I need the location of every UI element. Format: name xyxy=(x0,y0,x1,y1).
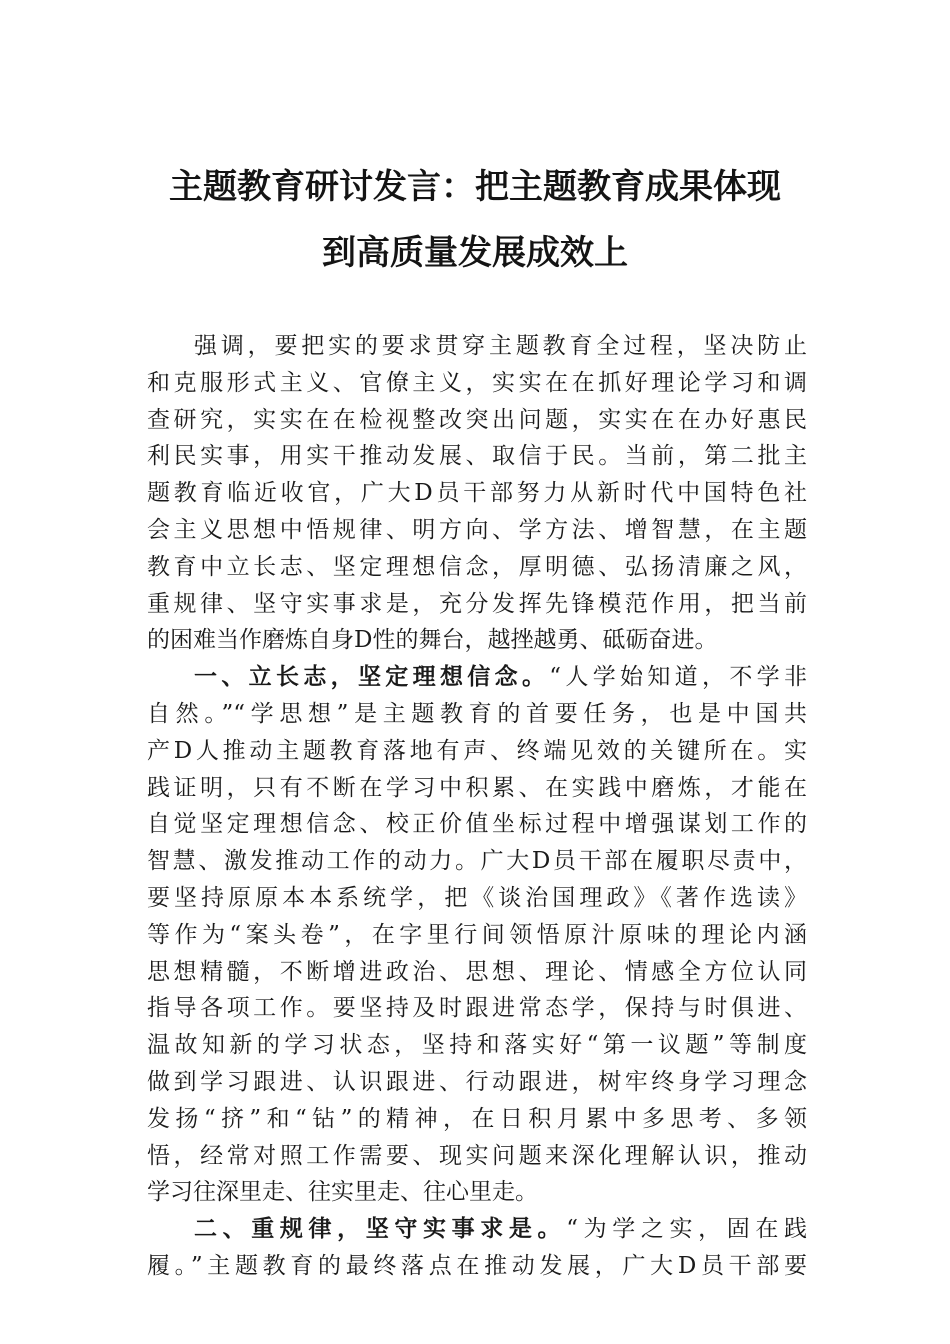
paragraph-1-line: 的困难当作磨炼自身D性的舞台，越挫越勇、砥砺奋进。 xyxy=(147,627,718,654)
paragraph-2-line: 指导各项工作。要坚持及时跟进常态学，保持与时俱进、 xyxy=(147,995,807,1022)
paragraph-2-line: 智慧、激发推动工作的动力。广大D员干部在履职尽责中， xyxy=(147,848,807,875)
paragraph-2-line: 自然。”“学思想”是主题教育的首要任务，也是中国共 xyxy=(147,700,807,727)
section-2-heading: 二、重规律，坚守实事求是。 xyxy=(194,1216,567,1243)
paragraph-2-line: 等作为“案头卷”，在字里行间领悟原汁原味的理论内涵 xyxy=(147,921,807,948)
paragraph-3-first-line xyxy=(147,1211,807,1248)
paragraph-1-line: 重规律、坚守实事求是，充分发挥先锋模范作用，把当前 xyxy=(147,590,807,617)
paragraph-2-line: 发扬“挤”和“钻”的精神，在日积月累中多思考、多领 xyxy=(147,1105,807,1132)
paragraph-1-line: 和克服形式主义、官僚主义，实实在在抓好理论学习和调 xyxy=(147,369,807,396)
paragraph-1-line: 利民实事，用实干推动发展、取信于民。当前，第二批主 xyxy=(147,443,807,470)
paragraph-2-first-line xyxy=(147,659,807,696)
paragraph-3-line: 履。”主题教育的最终落点在推动发展，广大D员干部要 xyxy=(147,1252,807,1279)
paragraph-2-line: 学习往深里走、往实里走、往心里走。 xyxy=(147,1179,538,1206)
paragraph-2-line: 思想精髓，不断增进政治、思想、理论、情感全方位认同 xyxy=(147,958,807,985)
paragraph-2-line: 温故知新的学习状态，坚持和落实好“第一议题”等制度 xyxy=(147,1032,807,1059)
section-1-heading: 一、立长志，坚定理想信念。 xyxy=(194,664,550,691)
paragraph-2-line: 要坚持原原本本系统学，把《谈治国理政》《著作选读》 xyxy=(147,884,807,911)
paragraph-2-line: 产D人推动主题教育落地有声、终端见效的关键所在。实 xyxy=(147,737,807,764)
paragraph-2-line: 悟，经常对照工作需要、现实问题来深化理解认识，推动 xyxy=(147,1142,807,1169)
paragraph-2-line: 做到学习跟进、认识跟进、行动跟进，树牢终身学习理念 xyxy=(147,1068,807,1095)
paragraph-2-first-line-text: “人学始知道，不学非 xyxy=(549,664,807,691)
document-title-line-2: 到高质量发展成效上 xyxy=(322,233,628,273)
paragraph-3-first-line-text: “为学之实，固在践 xyxy=(566,1216,808,1243)
paragraph-1-line: 强调，要把实的要求贯穿主题教育全过程，坚决防止 xyxy=(194,333,807,359)
paragraph-1-line: 查研究，实实在在检视整改突出问题，实实在在办好惠民 xyxy=(147,406,807,433)
document-title-line-1: 主题教育研讨发言：把主题教育成果体现 xyxy=(169,167,781,207)
paragraph-1-line: 会主义思想中悟规律、明方向、学方法、增智慧，在主题 xyxy=(147,516,807,543)
paragraph-1-line: 教育中立长志、坚定理想信念，厚明德、弘扬清廉之风， xyxy=(147,553,807,580)
paragraph-1-line: 题教育临近收官，广大D员干部努力从新时代中国特色社 xyxy=(147,480,807,507)
document-body xyxy=(147,328,807,1285)
paragraph-2-line: 践证明，只有不断在学习中积累、在实践中磨炼，才能在 xyxy=(147,774,807,801)
paragraph-2-line: 自觉坚定理想信念、校正价值坐标过程中增强谋划工作的 xyxy=(147,811,807,838)
